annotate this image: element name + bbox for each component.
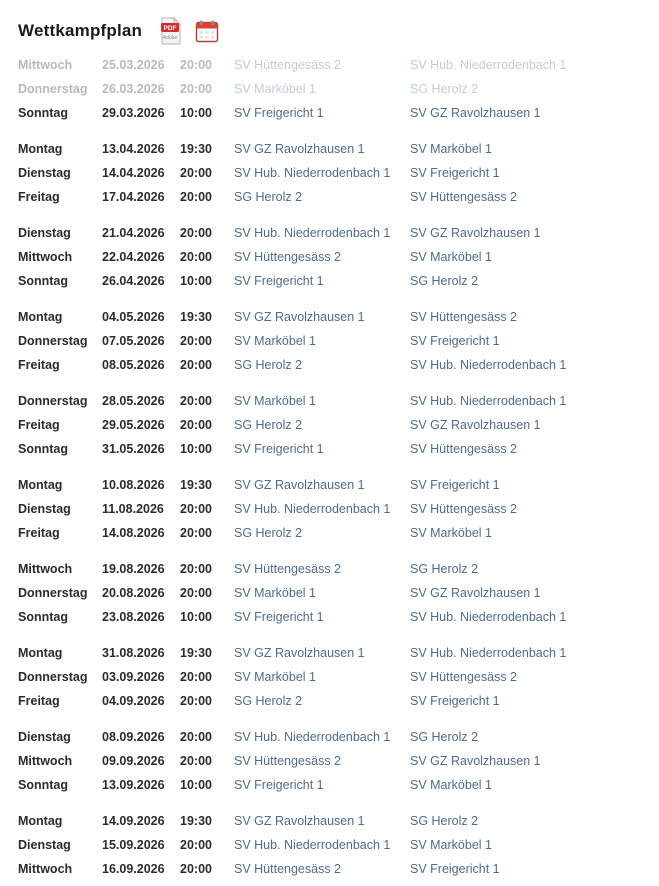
match-row	[18, 814, 659, 838]
match-time: 19:30	[180, 814, 212, 828]
match-day: Sonntag	[18, 106, 68, 120]
match-away-team: SG Herolz 2	[410, 730, 479, 744]
match-row	[18, 562, 659, 586]
match-row	[18, 502, 659, 526]
match-time: 20:00	[180, 358, 212, 372]
match-home-team: SV Marköbel 1	[234, 334, 316, 348]
match-date: 14.04.2026	[102, 166, 165, 180]
match-home-team: SV Hub. Niederrodenbach 1	[234, 226, 391, 240]
match-time: 19:30	[180, 646, 212, 660]
match-away-team: SV Freigericht 1	[410, 694, 500, 708]
match-date: 04.09.2026	[102, 694, 165, 708]
match-day: Mittwoch	[18, 862, 73, 876]
match-day: Dienstag	[18, 502, 71, 516]
match-home-team: SV GZ Ravolzhausen 1	[234, 310, 365, 324]
match-date: 14.09.2026	[102, 814, 165, 828]
match-row	[18, 478, 659, 502]
match-away-team: SV GZ Ravolzhausen 1	[410, 586, 541, 600]
match-date: 07.05.2026	[102, 334, 165, 348]
match-away-team: SV Freigericht 1	[410, 862, 500, 876]
match-home-team: SV Hüttengesäss 2	[234, 58, 342, 72]
match-away-team: SV Marköbel 1	[410, 778, 492, 792]
match-away-team: SV Freigericht 1	[410, 166, 500, 180]
match-row	[18, 82, 659, 106]
match-row	[18, 670, 659, 694]
match-row	[18, 418, 659, 442]
page-title: Wettkampfplan	[18, 21, 143, 40]
match-row	[18, 226, 659, 250]
match-home-team: SV GZ Ravolzhausen 1	[234, 646, 365, 660]
match-day: Freitag	[18, 694, 60, 708]
match-row	[18, 586, 659, 610]
match-date: 08.09.2026	[102, 730, 165, 744]
calendar-icon[interactable]	[194, 16, 220, 46]
match-day: Sonntag	[18, 610, 68, 624]
match-date: 20.08.2026	[102, 586, 165, 600]
match-home-team: SV Hub. Niederrodenbach 1	[234, 730, 391, 744]
match-away-team: SV Hüttengesäss 2	[410, 310, 518, 324]
match-day: Freitag	[18, 526, 60, 540]
match-row	[18, 694, 659, 718]
match-home-team: SV Marköbel 1	[234, 670, 316, 684]
match-row	[18, 442, 659, 466]
match-time: 19:30	[180, 478, 212, 492]
match-time: 20:00	[180, 166, 212, 180]
match-home-team: SV Hüttengesäss 2	[234, 562, 342, 576]
match-home-team: SG Herolz 2	[234, 526, 303, 540]
match-date: 23.08.2026	[102, 610, 165, 624]
match-row	[18, 334, 659, 358]
match-time: 20:00	[180, 586, 212, 600]
match-away-team: SV Hüttengesäss 2	[410, 502, 518, 516]
match-date: 29.03.2026	[102, 106, 165, 120]
match-time: 10:00	[180, 106, 212, 120]
match-date: 31.05.2026	[102, 442, 165, 456]
match-date: 29.05.2026	[102, 418, 165, 432]
match-day: Mittwoch	[18, 58, 73, 72]
match-home-team: SV GZ Ravolzhausen 1	[234, 478, 365, 492]
match-away-team: SV GZ Ravolzhausen 1	[410, 226, 541, 240]
page-header	[0, 0, 659, 54]
match-date: 19.08.2026	[102, 562, 165, 576]
match-day: Montag	[18, 478, 63, 492]
schedule-block	[18, 730, 659, 802]
match-date: 26.04.2026	[102, 274, 165, 288]
match-away-team: SV Hub. Niederrodenbach 1	[410, 58, 567, 72]
match-day: Mittwoch	[18, 754, 73, 768]
match-time: 20:00	[180, 82, 212, 96]
match-time: 20:00	[180, 250, 212, 264]
match-row	[18, 250, 659, 274]
match-home-team: SV Marköbel 1	[234, 586, 316, 600]
match-day: Dienstag	[18, 838, 71, 852]
schedule-block	[18, 562, 659, 634]
pdf-icon[interactable]	[158, 16, 184, 46]
match-day: Montag	[18, 646, 63, 660]
match-row	[18, 526, 659, 550]
match-time: 20:00	[180, 418, 212, 432]
match-row	[18, 610, 659, 634]
match-row	[18, 310, 659, 334]
match-home-team: SV Hüttengesäss 2	[234, 250, 342, 264]
match-date: 25.03.2026	[102, 58, 165, 72]
match-date: 13.09.2026	[102, 778, 165, 792]
match-day: Montag	[18, 814, 63, 828]
match-row	[18, 730, 659, 754]
match-away-team: SV Freigericht 1	[410, 334, 500, 348]
match-home-team: SV Hub. Niederrodenbach 1	[234, 166, 391, 180]
match-day: Donnerstag	[18, 586, 88, 600]
match-date: 04.05.2026	[102, 310, 165, 324]
match-away-team: SV Hub. Niederrodenbach 1	[410, 358, 567, 372]
match-row	[18, 106, 659, 130]
match-date: 08.05.2026	[102, 358, 165, 372]
match-away-team: SV Hub. Niederrodenbach 1	[410, 646, 567, 660]
match-away-team: SV Hub. Niederrodenbach 1	[410, 610, 567, 624]
schedule-block	[18, 142, 659, 214]
match-date: 31.08.2026	[102, 646, 165, 660]
match-away-team: SG Herolz 2	[410, 82, 479, 96]
match-away-team: SV Marköbel 1	[410, 838, 492, 852]
match-date: 22.04.2026	[102, 250, 165, 264]
match-away-team: SV Hüttengesäss 2	[410, 442, 518, 456]
match-date: 13.04.2026	[102, 142, 165, 156]
match-row	[18, 358, 659, 382]
match-row	[18, 274, 659, 298]
match-date: 17.04.2026	[102, 190, 165, 204]
match-time: 20:00	[180, 562, 212, 576]
match-day: Donnerstag	[18, 394, 88, 408]
match-date: 15.09.2026	[102, 838, 165, 852]
match-away-team: SG Herolz 2	[410, 274, 479, 288]
match-day: Freitag	[18, 358, 60, 372]
match-time: 20:00	[180, 730, 212, 744]
schedule-block	[18, 814, 659, 886]
match-day: Mittwoch	[18, 250, 73, 264]
match-away-team: SV Freigericht 1	[410, 478, 500, 492]
match-time: 19:30	[180, 310, 212, 324]
match-row	[18, 778, 659, 802]
match-day: Montag	[18, 142, 63, 156]
match-day: Donnerstag	[18, 670, 88, 684]
match-time: 20:00	[180, 754, 212, 768]
match-date: 03.09.2026	[102, 670, 165, 684]
match-time: 20:00	[180, 526, 212, 540]
match-home-team: SG Herolz 2	[234, 190, 303, 204]
match-date: 26.03.2026	[102, 82, 165, 96]
match-time: 20:00	[180, 862, 212, 876]
match-away-team: SV Hub. Niederrodenbach 1	[410, 394, 567, 408]
match-home-team: SV Freigericht 1	[234, 274, 324, 288]
match-day: Sonntag	[18, 274, 68, 288]
match-day: Mittwoch	[18, 562, 73, 576]
match-day: Freitag	[18, 418, 60, 432]
match-date: 09.09.2026	[102, 754, 165, 768]
match-day: Sonntag	[18, 778, 68, 792]
match-row	[18, 394, 659, 418]
match-home-team: SV Freigericht 1	[234, 106, 324, 120]
match-day: Freitag	[18, 190, 60, 204]
schedule-block	[18, 394, 659, 466]
match-day: Dienstag	[18, 226, 71, 240]
match-row	[18, 190, 659, 214]
match-home-team: SV Hub. Niederrodenbach 1	[234, 502, 391, 516]
match-home-team: SV Marköbel 1	[234, 394, 316, 408]
match-away-team: SG Herolz 2	[410, 814, 479, 828]
match-away-team: SV Marköbel 1	[410, 142, 492, 156]
match-home-team: SG Herolz 2	[234, 694, 303, 708]
match-row	[18, 838, 659, 862]
match-day: Donnerstag	[18, 82, 88, 96]
schedule-list	[0, 58, 659, 886]
schedule-block	[18, 646, 659, 718]
match-home-team: SV Freigericht 1	[234, 442, 324, 456]
schedule-block	[18, 310, 659, 382]
match-time: 20:00	[180, 670, 212, 684]
match-away-team: SV GZ Ravolzhausen 1	[410, 754, 541, 768]
match-home-team: SG Herolz 2	[234, 418, 303, 432]
match-away-team: SV GZ Ravolzhausen 1	[410, 418, 541, 432]
match-away-team: SV Hüttengesäss 2	[410, 190, 518, 204]
match-away-team: SV Hüttengesäss 2	[410, 670, 518, 684]
match-day: Dienstag	[18, 166, 71, 180]
match-time: 20:00	[180, 334, 212, 348]
match-date: 21.04.2026	[102, 226, 165, 240]
match-time: 10:00	[180, 610, 212, 624]
match-home-team: SG Herolz 2	[234, 358, 303, 372]
match-home-team: SV Freigericht 1	[234, 778, 324, 792]
match-time: 20:00	[180, 694, 212, 708]
match-time: 20:00	[180, 190, 212, 204]
match-date: 11.08.2026	[102, 502, 164, 516]
match-time: 20:00	[180, 502, 212, 516]
match-time: 20:00	[180, 394, 212, 408]
match-time: 20:00	[180, 226, 212, 240]
match-time: 20:00	[180, 838, 212, 852]
match-home-team: SV Freigericht 1	[234, 610, 324, 624]
match-day: Dienstag	[18, 730, 71, 744]
match-home-team: SV Hub. Niederrodenbach 1	[234, 838, 391, 852]
match-time: 10:00	[180, 778, 212, 792]
match-row	[18, 646, 659, 670]
svg-text:Adobe: Adobe	[162, 35, 178, 41]
match-home-team: SV GZ Ravolzhausen 1	[234, 142, 365, 156]
schedule-block	[18, 58, 659, 130]
match-away-team: SG Herolz 2	[410, 562, 479, 576]
match-date: 16.09.2026	[102, 862, 165, 876]
match-row	[18, 58, 659, 82]
match-home-team: SV GZ Ravolzhausen 1	[234, 814, 365, 828]
match-row	[18, 166, 659, 190]
match-row	[18, 862, 659, 886]
match-day: Montag	[18, 310, 63, 324]
match-home-team: SV Marköbel 1	[234, 82, 316, 96]
match-away-team: SV GZ Ravolzhausen 1	[410, 106, 541, 120]
match-home-team: SV Hüttengesäss 2	[234, 862, 342, 876]
match-day: Sonntag	[18, 442, 68, 456]
match-time: 10:00	[180, 274, 212, 288]
match-home-team: SV Hüttengesäss 2	[234, 754, 342, 768]
schedule-block	[18, 226, 659, 298]
match-date: 14.08.2026	[102, 526, 165, 540]
match-row	[18, 142, 659, 166]
match-time: 20:00	[180, 58, 212, 72]
match-date: 28.05.2026	[102, 394, 165, 408]
match-time: 10:00	[180, 442, 212, 456]
match-date: 10.08.2026	[102, 478, 165, 492]
match-time: 19:30	[180, 142, 212, 156]
match-row	[18, 754, 659, 778]
svg-text:PDF: PDF	[163, 25, 177, 32]
schedule-block	[18, 478, 659, 550]
match-away-team: SV Marköbel 1	[410, 250, 492, 264]
match-away-team: SV Marköbel 1	[410, 526, 492, 540]
match-day: Donnerstag	[18, 334, 88, 348]
